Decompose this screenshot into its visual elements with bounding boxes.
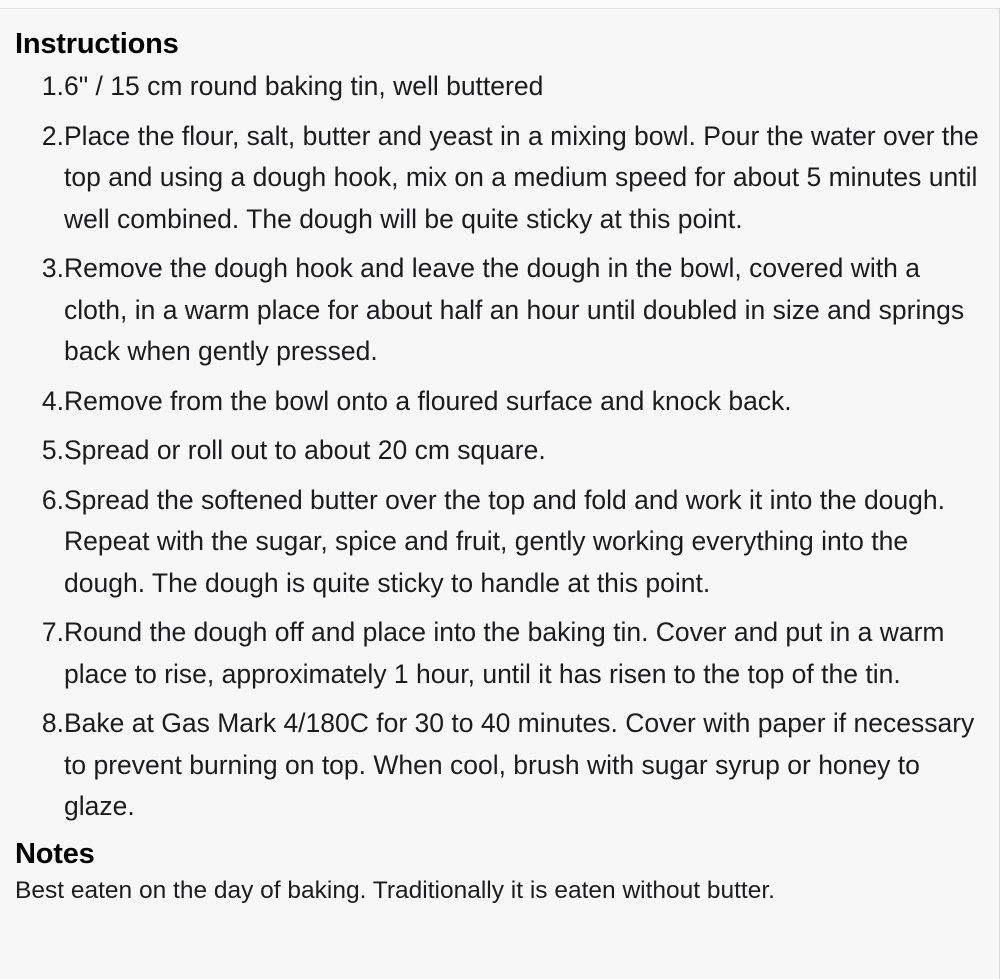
notes-heading: Notes [15,837,95,870]
step-number: 5. [41,435,64,465]
step-number: 1. [41,71,64,101]
recipe-content [15,26,985,908]
step-number: 3. [41,253,64,283]
step-text: Spread or roll out to about 20 cm square. [64,435,546,465]
list-item [15,430,985,472]
list-item [15,703,985,828]
list-item [15,66,985,108]
step-text: Bake at Gas Mark 4/180C for 30 to 40 minutes. Cover with paper if necessary to prevent burning on top. When cool, brush with sugar syrup or honey to glaze. [64,708,975,821]
step-text: Spread the softened butter over the top and fold and work it into the dough. Repeat with the sugar, spice and fruit, gently working everything into the dough. The dough is quite sticky to handle at this point. [64,484,945,598]
window-top-edge [0,0,1000,9]
list-item [15,612,985,695]
step-text: Remove the dough hook and leave the dough in the bowl, covered with a cloth, in a warm place for about half an hour until doubled in size and springs back when gently pressed. [64,253,965,366]
list-item [15,116,985,241]
notes-text: Best eaten on the day of baking. Traditionally it is eaten without butter. [15,876,775,904]
step-text: Round the dough off and place into the baking tin. Cover and put in a warm place to rise, approximately 1 hour, until it has risen to the top of the tin. [64,617,945,689]
instructions-heading: Instructions [15,28,179,60]
step-number: 7. [41,617,64,647]
step-text: 6" / 15 cm round baking tin, well buttered [64,71,544,101]
step-number: 2. [41,120,64,151]
list-item [15,480,985,605]
step-text: Remove from the bowl onto a floured surface and knock back. [64,385,792,416]
step-number: 8. [41,708,64,738]
instructions-list [15,66,985,828]
step-number: 4. [41,385,64,416]
step-number: 6. [41,484,64,515]
list-item [15,248,985,373]
step-text: Place the flour, salt, butter and yeast in a mixing bowl. Pour the water over the top and using a dough hook, mix on a medium speed for about 5 minutes until well combined. The dough will be quite sticky at this point. [64,120,979,234]
list-item [15,381,985,423]
